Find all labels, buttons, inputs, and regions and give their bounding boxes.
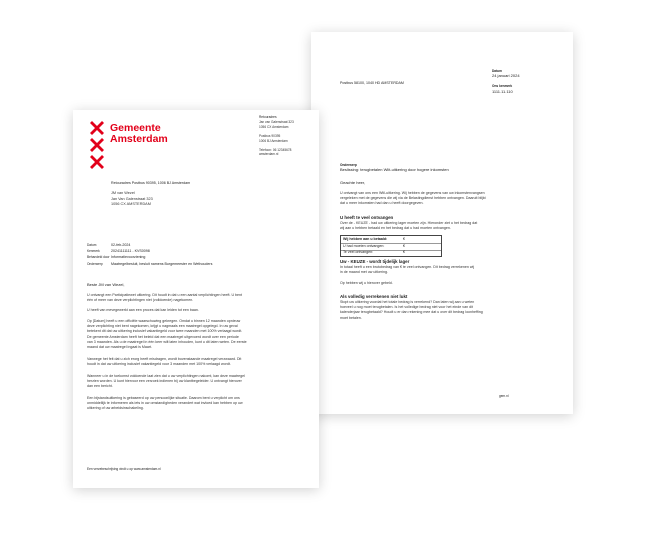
date-label: Datum: [492, 69, 502, 73]
meta-value: Informatievoorziening: [111, 255, 146, 259]
return-label: Retouradres: [259, 115, 277, 119]
amounts-table: [340, 235, 442, 257]
section-heading-3: Als volledig verrekenen niet lukt: [340, 294, 408, 299]
body-paragraph-1: U ontvangt een Participatiewet uitkering. Dit houdt in dat u een aantal verplichtingen heeft. U bent één of meer van deze verplichtingen niet (volldoende) nagekomen.: [87, 293, 243, 303]
back-address-line: Postbus 58100, 1040 HD AMSTERDAM: [340, 81, 404, 85]
reference-value: 1111.11.110: [492, 89, 513, 94]
meta-value: 20241111111 - KVS0098: [111, 249, 150, 253]
back-letter-page: [311, 32, 573, 414]
table-cell: €: [403, 243, 405, 248]
reference-label: Ons kenmerk: [492, 84, 513, 88]
table-row: Wij hebben aan u betaald:: [343, 237, 388, 241]
recipient-address: JM van Wezel Jan Van Galenstraat 323 1056 CX AMSTERDAM: [111, 191, 153, 206]
back-footer: gem.nl: [499, 394, 509, 398]
contact-block: Jan van Galenstraat 323 1056 CX Amsterdam Postbus 90395 1006 BJ Amsterdam Telefoon: 06 12345678 amsterdam.nl: [259, 120, 294, 157]
return-address: Retouradres Postbus 90395, 1006 BJ Amsterdam: [111, 181, 191, 185]
meta-label: Behandeld door: [87, 255, 110, 259]
salutation: Beste JM van Wezel,: [87, 282, 125, 287]
meta-label: Kenmerk: [87, 249, 100, 253]
andreas-cross-icon: [90, 121, 104, 135]
front-footer: Een verzebeschrijving vindt u op www.amsterdam.nl: [87, 467, 161, 471]
body-paragraph-5: Wanneer u in de toekomst voldoende laat zien dat u uw verplichtingen nakomt, kan deze maatregel herzien worden. U kunt hiervoor een verzoek indienen bij uw klantbegeleider. U ontvangt hierover dan een bericht.: [87, 374, 245, 389]
meta-value: Maatregelbesluit, besluit namens Burgemeester en Wethouders: [111, 262, 213, 266]
section-heading-1: U heeft te veel ontvangen: [340, 215, 394, 220]
intro-paragraph: U ontvangt van ons een Wtil-uitkering. Wij hebben de gegevens van uw inkomstenvangsen vergeleken met de gegevens die wij via de Belastingdienst hebben ontvangen. Daaruit blijkt dat u meer inkomsten had dan u heeft doorgegeven.: [340, 191, 486, 206]
section-heading-2: Uw - KEUZE - wordt tijdelijk lager: [340, 259, 410, 264]
body-paragraph-3: Op [Datum] heeft u een officiële waarschuwing gekregen. Omdat u binnen 12 maanden opnieuw deze verplichting niet bent nagekomen, krijgt u nagmaals een maatregel opgelegd. In uw geval betekent dit dat uw uitkering inclusief vakantiegeld voor twee maanden met 100% verlaagd wordt. De gemeente Amsterdam heeft het beleid dat een maatregel uitgevoerd wordt over een periode van 3 maanden. Als u de maatregel in één keer wilt laten inhouden, kunt u dit laten weten. De eerste maand dat uw maatregel ingaat is Maart.: [87, 319, 247, 350]
section-paragraph-1: Over de - KEUZE - had uw uitkering lager moeten zijn. Hieronder ziet u het bedrag dat wij aan u hebben betaald en het bedrag dat u had moeten ontvangen.: [340, 221, 478, 231]
meta-label: Datum: [87, 243, 97, 247]
table-row: U had moeten ontvangen:: [343, 243, 385, 248]
meta-label: Onderwerp: [87, 262, 103, 266]
andreas-cross-icon: [90, 138, 104, 152]
date-value: 24 januari 2024: [492, 73, 520, 78]
andreas-cross-icon: [90, 155, 104, 169]
subject-label: Onderwerp: [340, 163, 357, 167]
table-row: Te veel ontvangen:: [343, 250, 374, 254]
section-paragraph-3: Op hebben wij u hierover gebeld.: [340, 281, 393, 285]
table-cell: €: [403, 250, 405, 254]
section-paragraph-2: In totaal heeft u een brutobedrag van € te veel ontvangen. Dit bedrag verrekenen wij in de maand met uw uitkering.: [340, 265, 475, 275]
body-paragraph-4: Vanwege het feit dat u zich erorg heeft misdragen, wordt bovenstaande maatregel verzwaard. Dit houdt in dat uw uitkering inclusief vakantiegeld voor 3 maanden met 100% verlaagd wordt.: [87, 357, 242, 367]
body-paragraph-2: U heeft van mevegewerkt aan een proces dat kan leiden tot een baan.: [87, 308, 199, 312]
body-paragraph-6: Een bijstandsuitkering is gebaseerd op uw persoonlijke situatie. Daarom bent u verplicht om ons onmiddellijk te informeren als iets in uw omstandigheden verandert wat invloed kan hebben op uw uitkering of uw arbeidsinschakeling.: [87, 396, 243, 411]
brand-name: Gemeente Amsterdam: [110, 122, 168, 146]
table-cell: €: [403, 237, 405, 241]
section-paragraph-4: Stopt uw uitkering voordat het totale bedrag is verrekend? Dan laten wij aan u weten hoeveel u nog moet terugbetalen. Is het volledige bedrag niet voor het einde van dit kalenderjaar terugbetaald? Houdt u er dan rekening mee dat u over dit bedrag loonheffing moet betalen.: [340, 300, 483, 320]
subject-text: Beslissing: terugbetalen Wiit-uitkering door hogere inkomsten: [340, 167, 449, 172]
front-letter-page: [73, 110, 319, 488]
meta-value: 02-feb-2024: [111, 243, 131, 247]
greeting: Geachte heer,: [340, 180, 366, 185]
